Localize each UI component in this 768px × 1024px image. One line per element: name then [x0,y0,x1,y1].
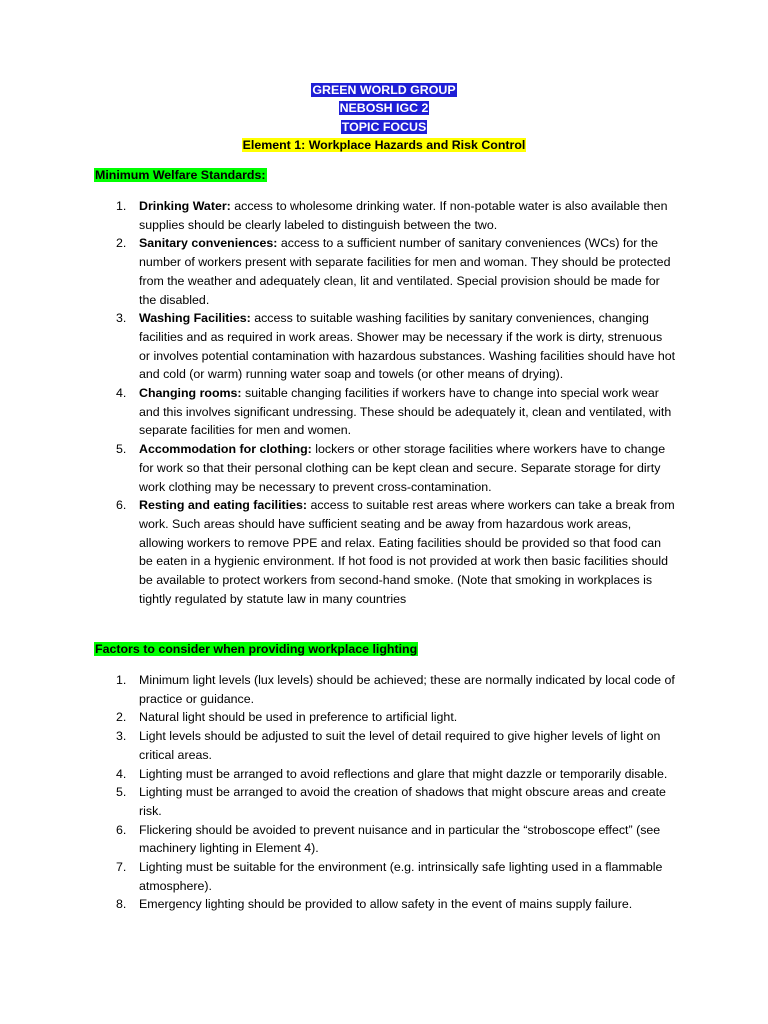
list-item-text: Light levels should be adjusted to suit the level of detail required to give higher levels of light on critical areas. [139,729,661,762]
org-name: GREEN WORLD GROUP [312,83,456,97]
list-item-text: Flickering should be avoided to prevent nuisance and in particular the “stroboscope effect” (see machinery lighting in Element 4). [139,822,661,856]
list-item-text: access to suitable rest areas where workers can take a break from work. Such areas should have sufficient seating and be away from hazardous work areas, allowing workers to remove PPE and relax. Eating facilities should be provided so that food can be eaten in a hygienic environment. If hot food is not provided at work then basic facilities should be available to protect workers from second-hand smoke. (Note that smoking in workplaces is tightly regulated by statute law in many countries [139,498,675,606]
list-item-text: Lighting must be arranged to avoid reflections and glare that might dazzle or temporarily disable. [139,766,668,781]
document-subtitle: TOPIC FOCUS [341,119,427,134]
list-item-text: suitable changing facilities if workers have to change into special work wear and this involves significant undressing. These should be adequately it, clean and ventilated, with separate facilities for men and women. [139,386,672,438]
list-item-number: 6. [116,822,127,837]
list-item [0,309,768,384]
list-item-number: 5. [116,442,127,457]
document-header [0,81,768,154]
section-title-welfare: Minimum Welfare Standards: [95,168,266,182]
list-item-number: 4. [116,386,127,401]
section-title-lighting: Factors to consider when providing workplace lighting [95,642,418,656]
list-item [0,895,768,914]
list-item-label: Changing rooms: [139,386,242,401]
list-item [0,727,768,764]
list-item [0,708,768,727]
lighting-factors-list [0,671,768,914]
element-title: Element 1: Workplace Hazards and Risk Control [242,137,526,152]
list-item-label: Sanitary conveniences: [139,236,278,251]
list-item-text: Lighting must be suitable for the environment (e.g. intrinsically safe lighting used in a flammable atmosphere). [139,860,663,893]
list-item [0,384,768,440]
list-item-number: 1. [116,673,127,687]
list-item-text: Natural light should be used in preference to artificial light. [139,710,458,725]
list-item-text: access to wholesome drinking water. If non-potable water is also available then supplies should be clearly labeled to distinguish between the two. [139,199,668,232]
list-item-number: 4. [116,766,127,781]
list-item [0,858,768,895]
list-item [0,197,768,234]
list-item-number: 2. [116,710,127,725]
list-item [0,234,768,309]
list-item-text: access to suitable washing facilities by sanitary conveniences, changing facilities and as required in work areas. Shower may be necessary if the work is dirty, strenuous or involves potential contamination with hazardous substances. Washing facilities should have hot and cold (or warm) running water soap and towels (or other means of drying). [139,311,676,382]
list-item-number: 6. [116,498,127,513]
list-item-text: access to a sufficient number of sanitary conveniences (WCs) for the number of workers present with separate facilities for men and woman. They should be protected from the weather and adequately clean, lit and ventilated. Special provision should be made for the disabled. [139,236,671,307]
list-item-label: Accommodation for clothing: [139,442,312,457]
list-item-label: Resting and eating facilities: [139,498,307,513]
list-item-label: Washing Facilities: [139,311,251,326]
list-item [0,765,768,784]
list-item-number: 1. [116,199,127,213]
course-name: NEBOSH IGC 2 [339,101,429,116]
list-item [0,783,768,820]
list-item-text: Lighting must be arranged to avoid the creation of shadows that might obscure areas and create risk. [139,785,666,818]
list-item-label: Drinking Water: [139,199,231,213]
list-item-text: lockers or other storage facilities where workers have to change for work so that their personal clothing can be kept clean and secure. Separate storage for dirty work clothing may be necessary to prevent cross-contamination. [139,442,666,494]
list-item [0,821,768,858]
list-item-text: Emergency lighting should be provided to allow safety in the event of mains supply failure. [139,897,633,912]
list-item-text: Minimum light levels (lux levels) should be achieved; these are normally indicated by local code of practice or guidance. [139,673,675,706]
list-item-number: 3. [116,311,127,326]
list-item-number: 7. [116,860,127,875]
list-item [0,496,768,608]
list-item-number: 3. [116,729,127,744]
list-item-number: 8. [116,897,127,912]
list-item-number: 5. [116,785,127,800]
list-item [0,671,768,708]
list-item-number: 2. [116,236,127,251]
list-item [0,440,768,496]
welfare-standards-list [0,197,768,608]
